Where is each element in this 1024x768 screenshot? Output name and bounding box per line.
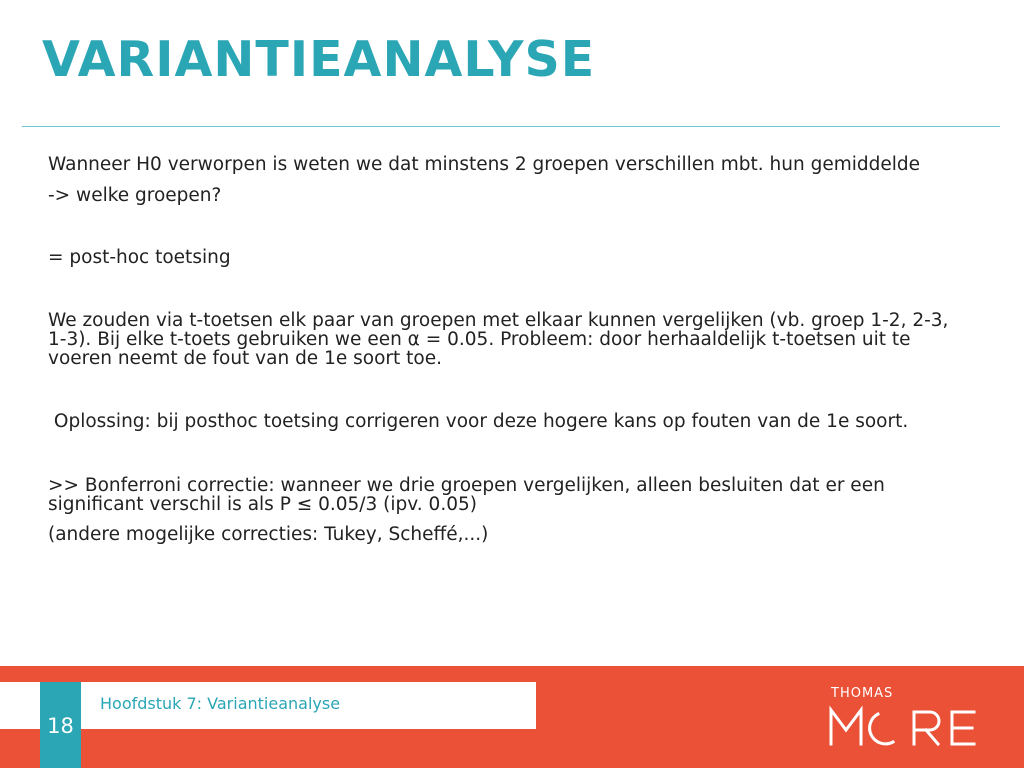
logo-top-text: THOMAS (831, 686, 894, 701)
logo-wordmark-icon (826, 702, 978, 748)
paragraph-h0-rejected: Wanneer H0 verworpen is weten we dat minstens 2 groepen verschillen mbt. hun gemiddelde (48, 154, 921, 175)
paragraph-t-tests: We zouden via t-toetsen elk paar van groepen met elkaar kunnen vergelijken (vb. groep 1-2, 2-3, 1-3). Bij elke t-toets gebruiken we een α = 0.05. Probleem: door herhaaldelijk t-toetsen uit te voeren neemt de fout van de 1e soort toe. (48, 310, 949, 369)
paragraph-which-groups: -> welke groepen? (48, 185, 222, 206)
paragraph-post-hoc: = post-hoc toetsing (48, 247, 231, 268)
paragraph-solution: Oplossing: bij posthoc toetsing corrigeren voor deze hogere kans op fouten van de 1e soort. (48, 411, 909, 432)
paragraph-bonferroni: >> Bonferroni correctie: wanneer we drie groepen vergelijken, alleen besluiten dat er een significant verschil is als P ≤ 0.05/3 (ipv. 0.05) (48, 475, 885, 515)
thomas-more-logo (826, 686, 978, 748)
footer-chapter-title: Hoofdstuk 7: Variantieanalyse (100, 694, 341, 713)
page-number: 18 (47, 714, 74, 738)
title-divider (22, 126, 1000, 127)
slide-body (48, 155, 968, 544)
paragraph-other-corrections: (andere mogelijke correcties: Tukey, Scheffé,...) (48, 524, 489, 545)
slide-title: VARIANTIEANALYSE (42, 31, 596, 88)
